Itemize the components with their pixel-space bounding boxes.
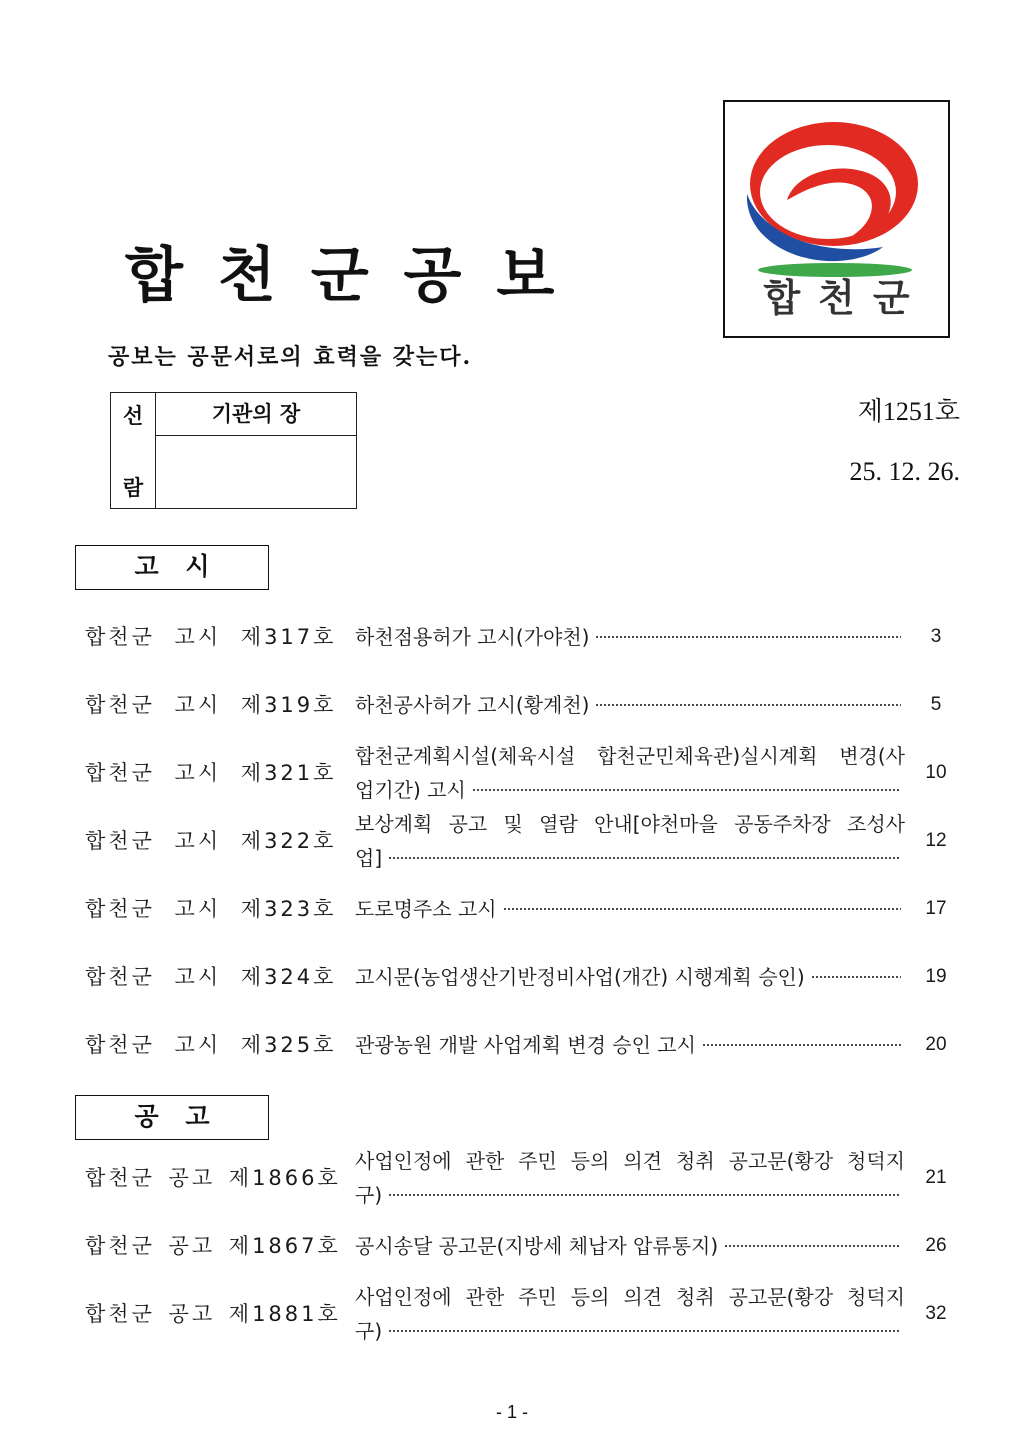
title-line <box>355 1028 905 1062</box>
title-text: 고시문(농업생산기반정비사업(개간) 시행계획 승인) <box>355 965 805 989</box>
title-line <box>355 739 905 773</box>
section-header-notices: 고 시 <box>75 545 269 590</box>
notice-title <box>355 943 905 1011</box>
title-text: 업] <box>355 846 383 870</box>
dot-leader <box>595 703 901 707</box>
notice-number: 합천군 고시 제323호 <box>85 897 337 921</box>
title-line <box>355 841 905 875</box>
announcement-number: 합천군 공고 제1881호 <box>85 1302 341 1326</box>
announcement-item <box>0 1144 1024 1212</box>
title-line <box>355 1280 905 1314</box>
emblem-green-oval <box>758 263 912 277</box>
announcement-title <box>355 1280 905 1348</box>
dot-leader <box>811 975 901 979</box>
page-number: 32 <box>925 1303 947 1324</box>
approval-label-column <box>111 393 156 508</box>
notice-title <box>355 1011 905 1079</box>
notice-title <box>355 671 905 739</box>
announcement-number: 합천군 공고 제1867호 <box>85 1234 341 1258</box>
notice-list <box>0 603 1024 1079</box>
page-number: 5 <box>930 694 942 715</box>
title-line <box>355 620 905 654</box>
notice-title <box>355 807 905 875</box>
title-text: 보상계획 공고 및 열람 안내[야천마을 공동주차장 조성사 <box>355 812 905 836</box>
approval-box <box>110 392 357 509</box>
dot-leader <box>595 635 901 639</box>
hapcheon-logo <box>723 100 950 338</box>
dot-leader <box>724 1244 901 1248</box>
page-number: 21 <box>925 1167 947 1188</box>
page-number: 19 <box>925 966 947 987</box>
title-line <box>355 892 905 926</box>
page-number: 26 <box>925 1235 947 1256</box>
announcement-title <box>355 1144 905 1212</box>
page-number: 20 <box>925 1034 947 1055</box>
notice-title <box>355 875 905 943</box>
dot-leader <box>388 856 901 860</box>
page-number: 17 <box>925 898 947 919</box>
title-line <box>355 1144 905 1178</box>
announcement-list <box>0 1144 1024 1348</box>
page-title: 합 천 군 공 보 <box>125 241 562 311</box>
announcement-item <box>0 1212 1024 1280</box>
title-text: 도로명주소 고시 <box>355 897 497 921</box>
notice-item <box>0 671 1024 739</box>
notice-number: 합천군 고시 제325호 <box>85 1033 337 1057</box>
title-text: 사업인정에 관한 주민 등의 의견 청취 공고문(황강 청덕지 <box>355 1149 905 1173</box>
notice-number: 합천군 고시 제317호 <box>85 625 337 649</box>
page-number: 3 <box>930 626 942 647</box>
announcement-number: 합천군 공고 제1866호 <box>85 1166 341 1190</box>
title-text: 구) <box>355 1319 383 1343</box>
notice-number: 합천군 고시 제322호 <box>85 829 337 853</box>
title-text: 관광농원 개발 사업계획 변경 승인 고시 <box>355 1033 696 1057</box>
notice-item <box>0 1011 1024 1079</box>
page-number: 12 <box>925 830 947 851</box>
notice-title <box>355 603 905 671</box>
page-footer-number: - 1 - <box>495 1402 528 1422</box>
dot-leader <box>503 907 901 911</box>
dot-leader <box>702 1043 901 1047</box>
notice-item <box>0 807 1024 875</box>
page-number: 10 <box>925 762 947 783</box>
notice-item <box>0 943 1024 1011</box>
announcement-item <box>0 1280 1024 1348</box>
title-text: 하천점용허가 고시(가야천) <box>355 625 590 649</box>
title-text: 합천군계획시설(체육시설 합천군민체육관)실시계획 변경(사 <box>355 744 905 768</box>
logo-text: 합천군 <box>763 276 928 320</box>
dot-leader <box>388 1193 901 1197</box>
approval-signature-cell <box>156 436 356 508</box>
notice-item <box>0 875 1024 943</box>
notice-item <box>0 603 1024 671</box>
issue-number: 제1251호 <box>857 397 960 426</box>
title-text: 하천공사허가 고시(황계천) <box>355 693 590 717</box>
approval-label-bottom: 람 <box>122 475 144 500</box>
title-line <box>355 688 905 722</box>
approval-header: 기관의 장 <box>156 393 356 436</box>
title-text: 업기간) 고시 <box>355 778 466 802</box>
notice-title <box>355 739 905 807</box>
dot-leader <box>472 788 901 792</box>
title-text: 구) <box>355 1183 383 1207</box>
notice-number: 합천군 고시 제321호 <box>85 761 337 785</box>
dot-leader <box>388 1329 901 1333</box>
title-text: 사업인정에 관한 주민 등의 의견 청취 공고문(황강 청덕지 <box>355 1285 905 1309</box>
emblem-red-swirl <box>787 168 891 240</box>
title-line <box>355 960 905 994</box>
approval-label-top: 선 <box>122 403 144 428</box>
notice-number: 합천군 고시 제324호 <box>85 965 337 989</box>
notice-item <box>0 739 1024 807</box>
emblem-red-ring <box>750 122 918 246</box>
notice-number: 합천군 고시 제319호 <box>85 693 337 717</box>
issue-date: 25. 12. 26. <box>849 457 960 486</box>
title-line <box>355 807 905 841</box>
page-subtitle: 공보는 공문서로의 효력을 갖는다. <box>108 344 473 370</box>
title-line <box>355 773 905 807</box>
title-line <box>355 1229 905 1263</box>
section-header-announcements: 공 고 <box>75 1095 269 1140</box>
title-line <box>355 1178 905 1212</box>
title-text: 공시송달 공고문(지방세 체납자 압류통지) <box>355 1234 719 1258</box>
announcement-title <box>355 1212 905 1280</box>
title-line <box>355 1314 905 1348</box>
